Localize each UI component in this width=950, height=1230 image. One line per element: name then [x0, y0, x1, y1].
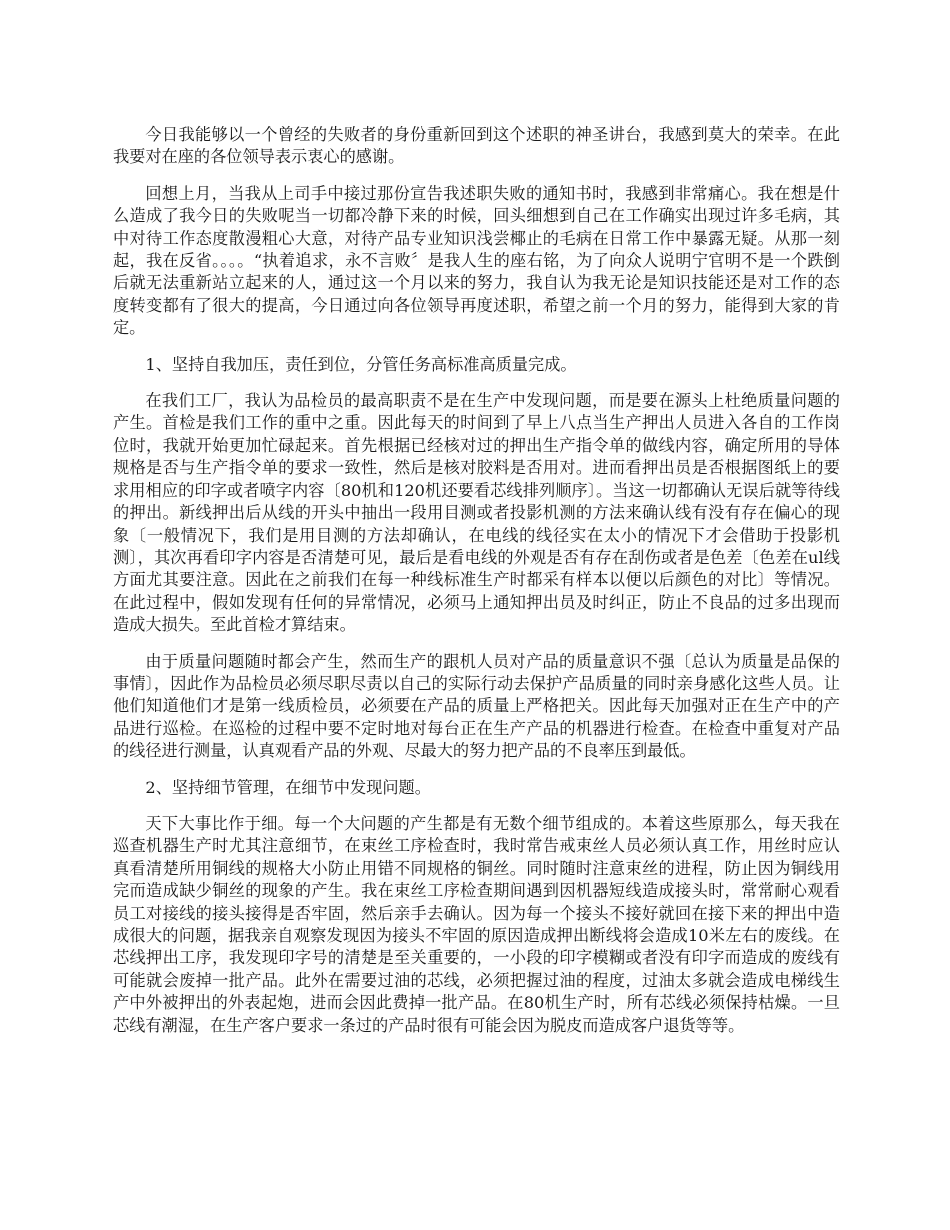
section-heading-1: 1、坚持自我加压，责任到位，分管任务高标准高质量完成。	[145, 354, 577, 374]
paragraph-patrol-inspection: 由于质量问题随时都会产生，然而生产的跟机人员对产品的质量意识不强〔总认为质量是品保的事情〕，因此作为品检员必须尽职尽责以自己的实际行动去保护产品质量的同时亲身感化这些人员。让他们知道他们才是第一线质检员，必须要在产品的质量上严格把关。因此每天加强对正在生产中的产品进行巡检。在巡检的过程中要不定时地对每台正在生产产品的机器进行检查。在检查中重复对产品的线径进行测量，认真观看产品的外观、尽最大的努力把产品的不良率压到最低。	[113, 651, 840, 761]
paragraph-detail-management: 天下大事比作于细。每一个大问题的产生都是有无数个细节组成的。本着这些原那么，每天我在巡查机器生产时尤其注意细节，在束丝工序检查时，我时常告戒束丝人员必须认真工作，用丝时应认真看清楚所用铜线的规格大小防止用错不同规格的铜丝。同时随时注意束丝的进程，防止因为铜线用完而造成缺少铜丝的现象的产生。我在束丝工序检查期间遇到因机器短线造成接头时，常常耐心观看员工对接线的接头接得是否牢固，然后亲手去确认。因为每一个接头不接好就回在接下来的押出中造成很大的问题，据我亲自观察发现因为接头不牢固的原因造成押出断线将会造成10米左右的废线。在芯线押出工序，我发现印字号的清楚是至关重要的，一小段的印字模糊或者没有印字而造成的废线有可能就会废掉一批产品。此外在需要过油的芯线，必须把握过油的程度，过油太多就会造成电梯线生产中外被押出的外表起炮，进而会因此费掉一批产品。在80机生产时，所有芯线必须保持枯燥。一旦芯线有潮湿，在生产客户要求一条过的产品时很有可能会因为脱皮而造成客户退货等等。	[113, 813, 840, 1035]
document-body	[113, 124, 840, 1051]
paragraph-intro: 今日我能够以一个曾经的失败者的身份重新回到这个述职的神圣讲台，我感到莫大的荣幸。在此我要对在座的各位领导表示衷心的感谢。	[113, 125, 840, 167]
paragraph-first-inspection: 在我们工厂，我认为品检员的最高职责不是在生产中发现问题，而是要在源头上杜绝质量问题的产生。首检是我们工作的重中之重。因此每天的时间到了早上八点当生产押出人员进入各自的工作岗位时，我就开始更加忙碌起来。首先根据已经核对过的押出生产指令单的做线内容，确定所用的导体规格是否与生产指令单的要求一致性，然后是核对胶料是否用对。进而看押出员是否根据图纸上的要求用相应的印字或者喷字内容〔80机和120机还要看芯线排列顺序〕。当这一切都确认无误后就等待线的押出。新线押出后从线的开头中抽出一段用目测或者投影机测的方法来确认线有没有存在偏心的现象〔一般情况下，我们是用目测的方法却确认，在电线的线径实在太小的情况下才会借助于投影机测〕，其次再看印字内容是否清楚可见，最后是看电线的外观是否有存在刮伤或者是色差〔色差在ul线方面尤其要注意。因此在之前我们在每一种线标准生产时都采有样本以便以后颜色的对比〕等情况。在此过程中，假如发现有任何的异常情况，必须马上通知押出员及时纠正，防止不良品的过多出现而造成大损失。至此首检才算结束。	[113, 391, 840, 635]
section-heading-2: 2、坚持细节管理，在细节中发现问题。	[145, 777, 431, 797]
paragraph-reflection: 回想上月，当我从上司手中接过那份宣告我述职失败的通知书时，我感到非常痛心。我在想是什么造成了我今日的失败呢当一切都冷静下来的时候，回头细想到自己在工作确实出现过许多毛病，其中对待工作态度散漫粗心大意，对待产品专业知识浅尝椰止的毛病在日常工作中暴露无疑。从那一刻起，我在反省。。。。“执着追求，永不言败〞是我人生的座右铭，为了向众人说明宁官明不是一个跌倒后就无法重新站立起来的人，通过这一个月以来的努力，我自认为我无论是知识技能还是对工作的态度转变都有了很大的提高，今日通过向各位领导再度述职，希望之前一个月的努力，能得到大家的肯定。	[113, 183, 840, 338]
